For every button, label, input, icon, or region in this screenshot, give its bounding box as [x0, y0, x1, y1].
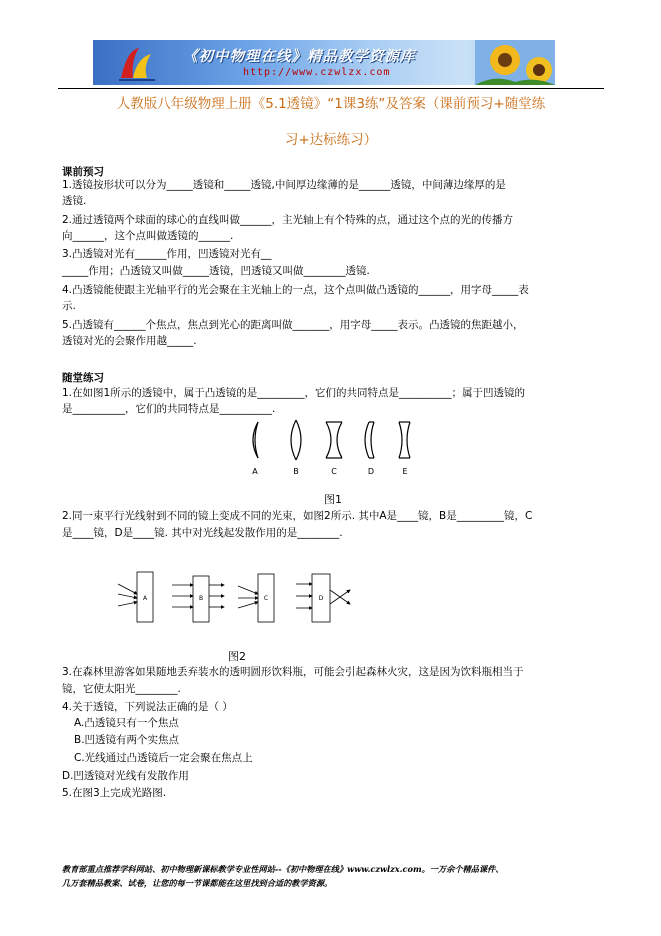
figure-2-light-boxes [110, 570, 370, 626]
fig2-label: B [198, 595, 204, 602]
preview-line: 示. [62, 300, 76, 312]
question-3-line: 3.在森林里游客如果随地丢弃装水的透明圆形饮料瓶，可能会引起森林火灾，这是因为饮料瓶相当于 [62, 666, 524, 678]
question-3-line: 镜，它使太阳光________. [62, 683, 181, 695]
question-4-option-b: B.凹透镜有两个实焦点 [74, 734, 180, 746]
question-4-option-c: C.光线通过凸透镜后一定会聚在焦点上 [74, 752, 253, 764]
question-2-line: 是____镜，D是____镜. 其中对光线起发散作用的是________. [62, 527, 343, 539]
preview-line: 透镜. [62, 195, 87, 207]
question-2-line: 2.同一束平行光线射到不同的镜上变成不同的光束，如图2所示. 其中A是____镜，B是_________镜，C [62, 510, 533, 522]
preview-heading: 课前预习 [62, 166, 104, 178]
fig2-label: A [142, 595, 148, 602]
lens-e-icon [399, 422, 410, 458]
question-4-option-d: D.凹透镜对光线有发散作用 [62, 770, 189, 782]
document-title-cont: 习+达标练习） [284, 132, 378, 148]
footer-line: 教育部重点推荐学科网站、初中物理新课标教学专业性网站--《初中物理在线》www.czwlzx.com。一万余个精品课件、 [62, 864, 504, 874]
preview-line: 向______，这个点叫做透镜的______. [62, 230, 234, 242]
fig2-label: C [263, 595, 269, 602]
banner-title: 《初中物理在线》精品教学资源库 [183, 48, 416, 65]
fig2-label: D [318, 595, 324, 602]
question-4-option-a: A.凸透镜只有一个焦点 [74, 717, 179, 729]
lens-c-icon [326, 422, 342, 458]
site-logo-icon [117, 44, 157, 82]
figure-1-caption: 图1 [324, 493, 342, 506]
document-title: 人教版八年级物理上册《5.1透镜》“1课3练”及答案（课前预习+随堂练 [116, 96, 546, 112]
header-banner [93, 40, 555, 85]
preview-line: 5.凸透镜有______个焦点，焦点到光心的距离叫做_______，用字母_____表示。凸透镜的焦距越小， [62, 319, 524, 331]
header-rule [58, 88, 604, 89]
preview-line: 2.通过透镜两个球面的球心的直线叫做______，主光轴上有个特殊的点，通过这个点的光的传播方 [62, 214, 514, 226]
fig1-label: D [367, 467, 375, 476]
preview-line: 3.凸透镜对光有______作用，凹透镜对光有__ [62, 248, 272, 260]
footer-line: 几万套精品教案、试卷，让您的每一节课都能在这里找到合适的教学资源。 [62, 878, 333, 888]
sunflower-icon [475, 40, 555, 85]
figure-1-lenses [244, 418, 424, 480]
fig1-label: C [331, 467, 337, 476]
preview-line: 1.透镜按形状可以分为_____透镜和_____透镜,中间厚边缘薄的是______透镜，中间薄边缘厚的是 [62, 179, 506, 191]
preview-line: 4.凸透镜能使跟主光轴平行的光会聚在主光轴上的一点，这个点叫做凸透镜的______，用字母_____表 [62, 284, 529, 296]
fig1-label: B [293, 467, 299, 476]
lens-b-icon [291, 420, 301, 460]
question-4-stem: 4.关于透镜，下列说法正确的是（ ） [62, 701, 233, 713]
question-5-line: 5.在图3上完成光路图. [62, 787, 167, 799]
footer-note [62, 862, 607, 890]
fig1-label: E [402, 467, 408, 476]
lens-d-icon [365, 422, 374, 458]
banner-url: http://www.czwlzx.com [243, 67, 391, 78]
question-1-line: 1.在如图1所示的透镜中，属于凸透镜的是_________，它们的共同特点是__________；属于凹透镜的 [62, 387, 525, 399]
practice-heading: 随堂练习 [62, 372, 104, 384]
preview-line: 透镜对光的会聚作用越_____. [62, 335, 197, 347]
lens-a-icon [253, 422, 258, 458]
figure-2-caption: 图2 [228, 650, 246, 663]
fig1-label: A [252, 467, 258, 476]
preview-line: _____作用；凸透镜又叫做_____透镜，凹透镜又叫做________透镜. [62, 265, 370, 277]
question-1-line: 是__________，它们的共同特点是__________. [62, 403, 276, 415]
